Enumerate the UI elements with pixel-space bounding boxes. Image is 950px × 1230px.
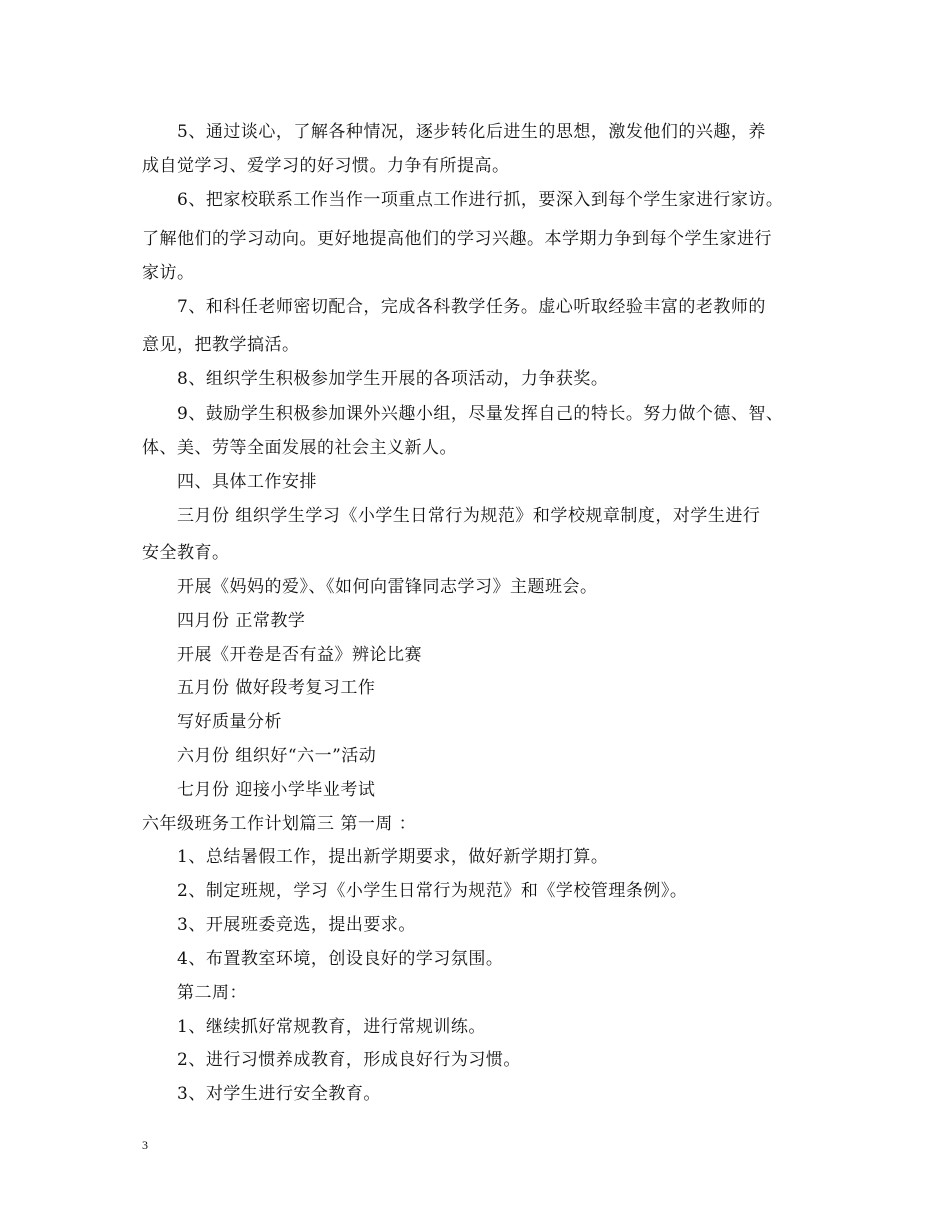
text-line: 1、总结暑假工作，提出新学期要求，做好新学期打算。 (177, 847, 609, 867)
text-line: 五月份 做好段考复习工作 (177, 678, 376, 698)
text-line: 6、把家校联系工作当作一项重点工作进行抓，要深入到每个学生家进行家访。 (177, 190, 784, 210)
text-line: 2、制定班规，学习《小学生日常行为规范》和《学校管理条例》。 (177, 881, 688, 901)
text-line: 三月份 组织学生学习《小学生日常行为规范》和学校规章制度，对学生进行 (177, 506, 761, 526)
text-line: 3、对学生进行安全教育。 (177, 1084, 381, 1104)
page-number: 3 (142, 1138, 148, 1152)
text-line: 开展《妈妈的爱》、《如何向雷锋同志学习》主题班会。 (177, 577, 598, 597)
section-heading: 六年级班务工作计划篇三 第一周 ： (142, 814, 417, 834)
text-line: 六月份 组织好“六一”活动 (177, 746, 377, 766)
text-line: 3、开展班委竞选，提出要求。 (177, 915, 416, 935)
text-line: 家访。 (142, 263, 195, 283)
text-line: 安全教育。 (142, 543, 230, 563)
text-line: 第二周： (177, 983, 247, 1003)
text-line: 开展《开卷是否有益》辨论比赛 (177, 645, 422, 665)
text-line: 1、继续抓好常规教育，进行常规训练。 (177, 1017, 486, 1037)
section-heading: 四、具体工作安排 (177, 472, 317, 492)
text-line: 意见，把教学搞活。 (142, 335, 300, 355)
text-line: 8、组织学生积极参加学生开展的各项活动，力争获奖。 (177, 369, 609, 389)
text-line: 了解他们的学习动向。更好地提高他们的学习兴趣。本学期力争到每个学生家进行 (142, 229, 772, 249)
text-line: 成自觉学习、爱学习的好习惯。力争有所提高。 (142, 156, 510, 176)
text-line: 7、和科任老师密切配合，完成各科教学任务。虚心听取经验丰富的老教师的 (177, 297, 766, 317)
text-line: 体、美、劳等全面发展的社会主义新人。 (142, 438, 457, 458)
text-line: 9、鼓励学生积极参加课外兴趣小组，尽量发挥自己的特长。努力做个德、智、 (177, 404, 784, 424)
text-line: 四月份 正常教学 (177, 611, 306, 631)
text-line: 七月份 迎接小学毕业考试 (177, 780, 376, 800)
text-line: 2、进行习惯养成教育，形成良好行为习惯。 (177, 1050, 521, 1070)
text-line: 4、布置教室环境，创设良好的学习氛围。 (177, 949, 504, 969)
text-line: 5、通过谈心，了解各种情况，逐步转化后进生的思想，激发他们的兴趣，养 (177, 122, 766, 142)
text-line: 写好质量分析 (177, 712, 282, 732)
